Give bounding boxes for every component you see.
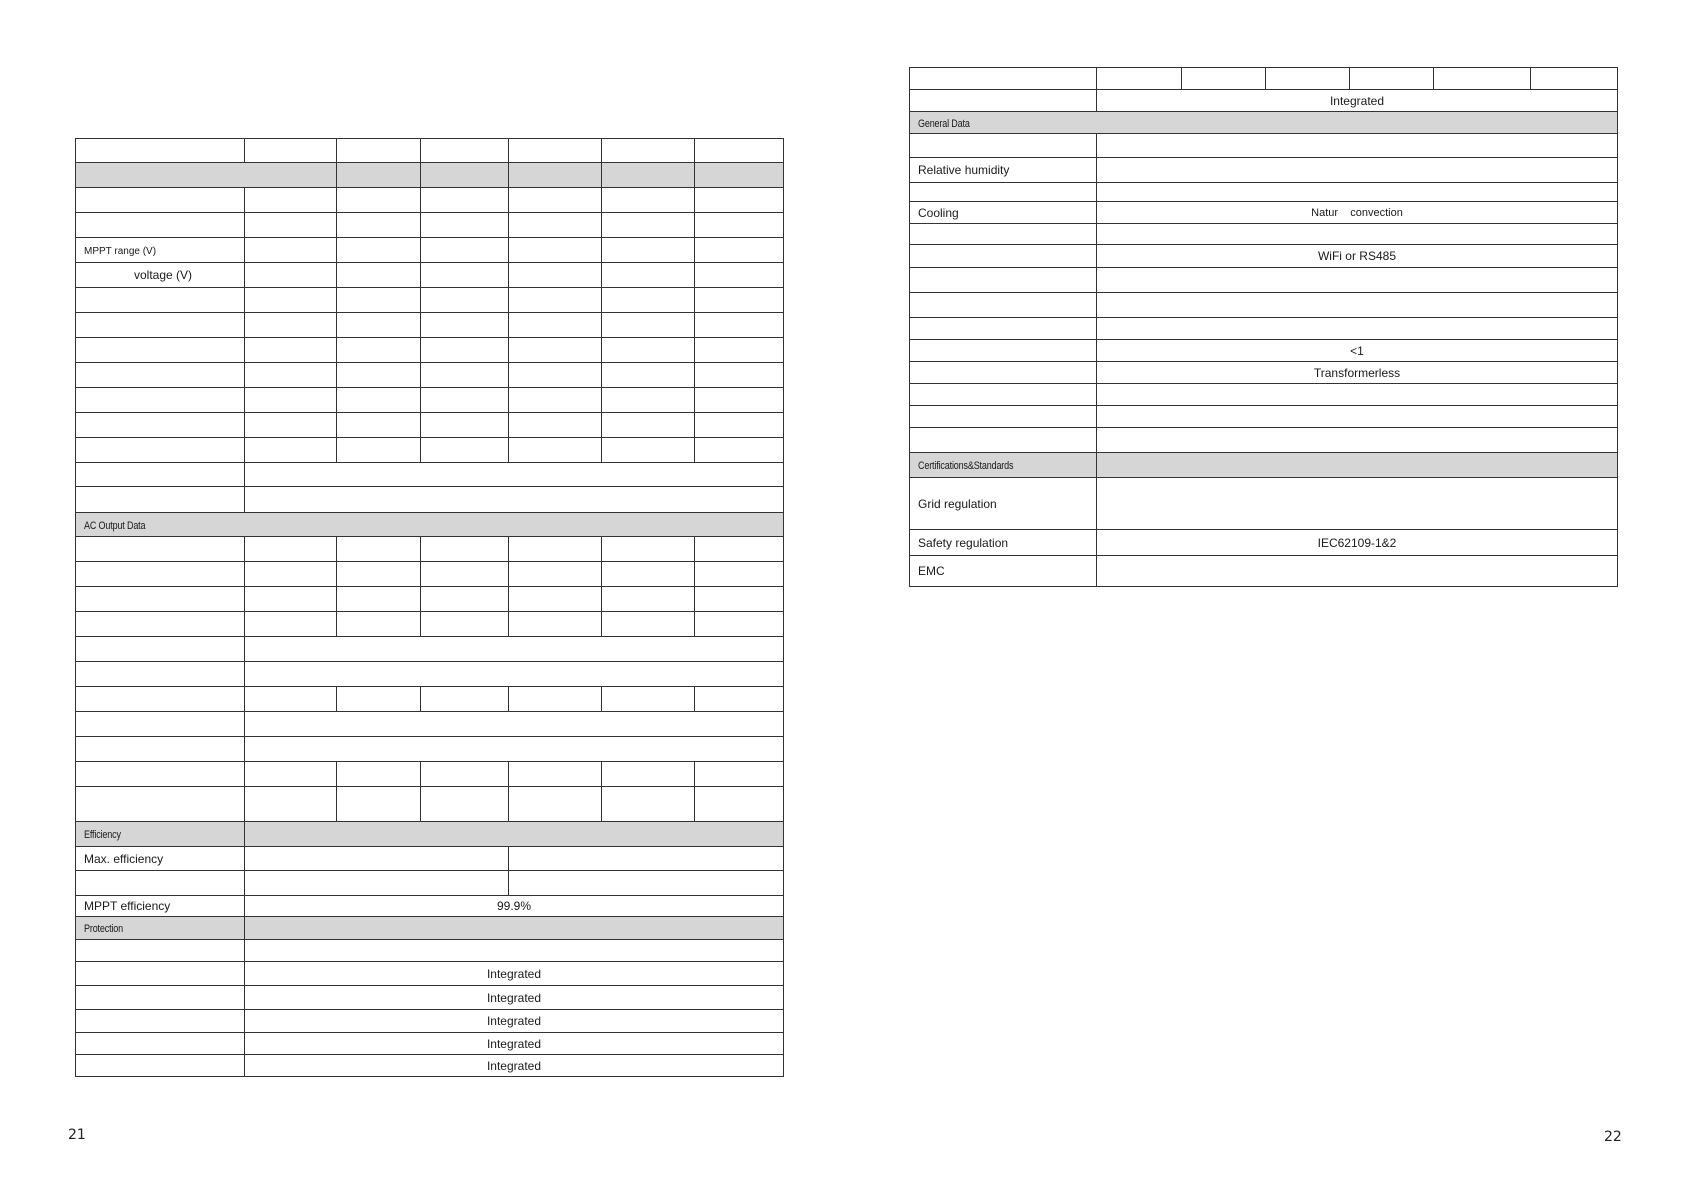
mppt-efficiency-value: 99.9% [245, 896, 784, 917]
table-row [76, 962, 784, 986]
max-efficiency-label: Max. efficiency [76, 847, 245, 871]
table-row [76, 463, 784, 487]
table-row [910, 68, 1618, 90]
table-row [910, 245, 1618, 268]
cooling-value: Natur convection [1097, 202, 1618, 224]
table-row [76, 940, 784, 962]
efficiency-header: Efficiency [84, 829, 121, 841]
right-spec-table [909, 67, 1618, 587]
table-row [76, 587, 784, 612]
table-row [76, 288, 784, 313]
mppt-efficiency-label: MPPT efficiency [76, 896, 245, 917]
ac-output-header: AC Output Data [84, 519, 146, 532]
table-row [76, 847, 784, 871]
cooling-label: Cooling [910, 202, 1097, 224]
table-row [76, 562, 784, 587]
table-row [910, 384, 1618, 406]
communication-value: WiFi or RS485 [1097, 245, 1618, 268]
table-row [910, 453, 1618, 478]
table-row [910, 340, 1618, 362]
relative-humidity-label: Relative humidity [910, 158, 1097, 183]
left-spec-table [75, 138, 784, 1077]
table-row [76, 163, 784, 188]
table-row [76, 388, 784, 413]
general-data-header: General Data [918, 117, 970, 130]
table-row [76, 712, 784, 737]
table-row [76, 213, 784, 238]
table-row [76, 313, 784, 338]
table-row [76, 917, 784, 940]
safety-regulation-value: IEC62109-1&2 [1097, 530, 1618, 556]
protection-value: Integrated [245, 986, 784, 1010]
mppt-range-label: MPPT range (V) [84, 246, 157, 257]
table-row [910, 268, 1618, 293]
table-row [76, 363, 784, 388]
table-row [76, 822, 784, 847]
certifications-header: Certifications&Standards [918, 460, 1014, 472]
table-row [910, 183, 1618, 202]
grid-regulation-label: Grid regulation [910, 478, 1097, 530]
table-row [910, 90, 1618, 112]
table-row [76, 662, 784, 687]
table-row [76, 896, 784, 917]
protection-header: Protection [84, 923, 123, 935]
table-row [76, 139, 784, 163]
table-row [76, 687, 784, 712]
table-row [76, 338, 784, 363]
protection-value: Integrated [245, 1033, 784, 1055]
table-row [76, 537, 784, 562]
table-row [76, 238, 784, 263]
voltage-label: voltage (V) [76, 263, 245, 288]
table-row [76, 513, 784, 537]
protection-value: Integrated [245, 962, 784, 986]
table-row [76, 1033, 784, 1055]
table-row [76, 787, 784, 822]
table-row [76, 612, 784, 637]
table-row [76, 986, 784, 1010]
table-row [76, 1055, 784, 1077]
table-row [910, 134, 1618, 158]
value-lt1: <1 [1097, 340, 1618, 362]
table-row [76, 263, 784, 288]
table-row [910, 428, 1618, 453]
table-row [910, 318, 1618, 340]
emc-label: EMC [910, 556, 1097, 587]
table-row [910, 530, 1618, 556]
table-row [910, 478, 1618, 530]
table-row [76, 487, 784, 513]
page-number-right: 22 [1604, 1129, 1622, 1145]
table-row [910, 224, 1618, 245]
topology-value: Transformerless [1097, 362, 1618, 384]
table-row [76, 188, 784, 213]
protection-value: Integrated [245, 1055, 784, 1077]
table-row [910, 158, 1618, 183]
table-row [76, 762, 784, 787]
table-row [910, 293, 1618, 318]
top-integrated-value: Integrated [1097, 90, 1618, 112]
table-row [910, 556, 1618, 587]
protection-value: Integrated [245, 1010, 784, 1033]
table-row [910, 202, 1618, 224]
table-row [76, 1010, 784, 1033]
table-row [910, 406, 1618, 428]
safety-regulation-label: Safety regulation [910, 530, 1097, 556]
table-row [910, 112, 1618, 134]
table-row [76, 438, 784, 463]
table-row [76, 413, 784, 438]
page-number-left: 21 [68, 1127, 86, 1143]
table-row [76, 737, 784, 762]
table-row [76, 871, 784, 896]
table-row [910, 362, 1618, 384]
table-row [76, 637, 784, 662]
